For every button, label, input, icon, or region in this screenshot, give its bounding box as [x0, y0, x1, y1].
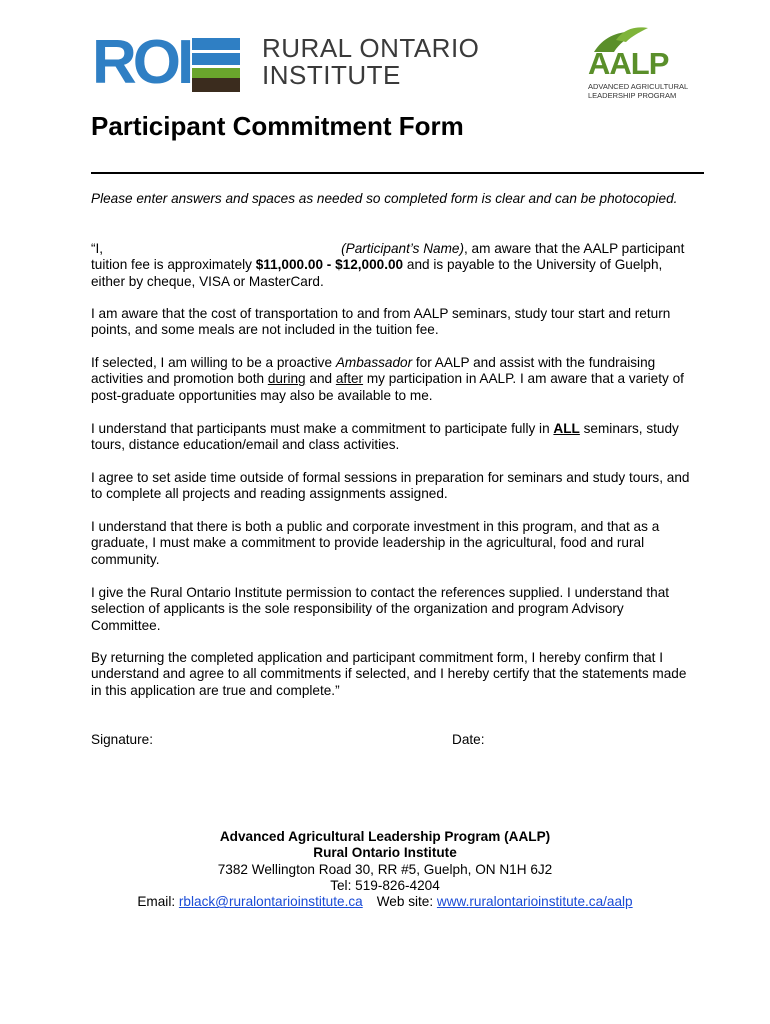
roi-logo-bars-icon [192, 38, 240, 90]
p4-a: I understand that participants must make a commitment to participate fully in [91, 421, 554, 436]
paragraph-references: I give the Rural Ontario Institute permission to contact the references supplied. I understand that selection of applicants is the sole responsibility of the organization and program Advisory Committee. [91, 585, 670, 633]
page-title: Participant Commitment Form [91, 111, 464, 141]
instructions-text: Please enter answers and spaces as needed so completed form is clear and can be photocopied. [91, 191, 678, 206]
paragraph-time: I agree to set aside time outside of formal sessions in preparation for seminars and study tours, and to complete all projects and reading assignments assigned. [91, 470, 690, 502]
p3-after: after [335, 371, 364, 387]
aalp-logo [586, 26, 692, 102]
signature-label: Signature: [91, 732, 153, 747]
footer-program: Advanced Agricultural Leadership Program (AALP) [219, 829, 551, 844]
paragraph-transport: I am aware that the cost of transportation to and from AALP seminars, study tour start and return points, and some meals are not included in the tuition fee. [91, 306, 671, 338]
roi-logo-letters: ROI [92, 28, 191, 97]
footer-address: 7382 Wellington Road 30, RR #5, Guelph, ON N1H 6J2 [217, 861, 553, 877]
p3-c: my participation in AALP. I am aware that a variety of post-graduate opportunities may also be available to me. [91, 371, 684, 403]
footer-org: Rural Ontario Institute [313, 845, 457, 861]
email-link[interactable]: rblack@ruralontarioinstitute.ca [178, 894, 363, 910]
roi-name-line2: INSTITUTE [262, 60, 401, 90]
roi-logo [92, 28, 482, 97]
footer [0, 829, 770, 910]
participant-name-label: (Participant’s Name) [341, 241, 464, 256]
p1-open: “I, [91, 241, 104, 256]
p3-and: and [305, 371, 336, 387]
footer-tel: Tel: 519-826-4204 [330, 877, 440, 893]
roi-name-line1: RURAL ONTARIO [262, 33, 480, 63]
title-divider [91, 172, 704, 174]
paragraph-ambassador [91, 355, 695, 404]
p3-a: If selected, I am willing to be a proactive [91, 355, 336, 370]
p3-during: during [267, 371, 306, 387]
instructions [91, 191, 695, 207]
p3-b: for AALP and assist with the fundraising activities and promotion both [91, 355, 656, 387]
web-label: Web site: [376, 894, 437, 910]
p1-end: and is payable to the University of Guelph, either by cheque, VISA or MasterCard. [91, 257, 663, 289]
aalp-sub-line2: LEADERSHIP PROGRAM [588, 91, 677, 100]
website-link[interactable]: www.ruralontarioinstitute.ca/aalp [436, 894, 633, 910]
p4-all: ALL [553, 421, 580, 436]
paragraph-confirmation: By returning the completed application and participant commitment form, I hereby confirm that I understand and agree to all commitments if selected, and I hereby certify that the statements made in this application are true and complete.” [91, 650, 687, 698]
roi-logo-name [262, 35, 479, 89]
tuition-fee: $11,000.00 - $12,000.00 [255, 257, 404, 273]
email-label: Email: [137, 894, 179, 910]
p1-after-name: , am aware that the AALP participant tuition fee is approximately [91, 241, 685, 273]
aalp-wordmark: AALP [588, 46, 669, 81]
footer-contact [0, 894, 770, 910]
date-label: Date: [452, 732, 485, 747]
paragraph-tuition [91, 241, 695, 290]
p4-b: seminars, study tours, distance education/email and class activities. [91, 421, 679, 453]
aalp-subtitle [588, 82, 688, 100]
paragraph-participation [91, 421, 695, 454]
aalp-sub-line1: ADVANCED AGRICULTURAL [588, 82, 689, 91]
paragraph-investment: I understand that there is both a public and corporate investment in this program, and that as a graduate, I must make a commitment to provide leadership in the agricultural, food and rural community. [91, 519, 660, 567]
p3-ambassador: Ambassador [335, 355, 413, 370]
